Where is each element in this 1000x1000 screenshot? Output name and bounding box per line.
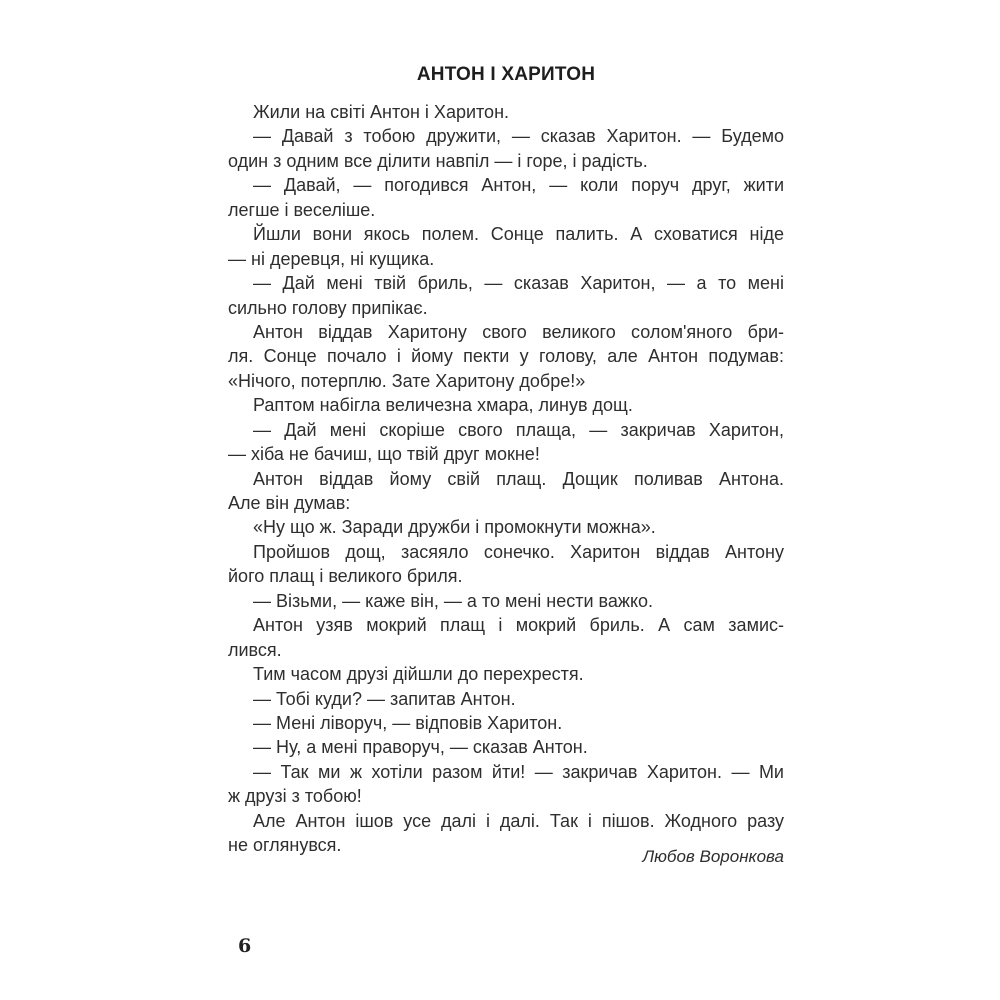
text-line: ж друзі з тобою! — [228, 786, 362, 807]
text-line: лився. — [228, 639, 282, 660]
text-line: — Мені ліворуч, — відповів Харитон. — [253, 712, 563, 733]
story-text — [228, 100, 784, 858]
text-line: — Давай з тобою дружити, — сказав Харитон. — Будемо — [253, 126, 784, 147]
text-line: — Дай мені скоріше свого плаща, — закричав Харитон, — [253, 419, 784, 440]
text-line: Антон віддав йому свій плащ. Дощик поливав Антона. — [253, 468, 784, 489]
text-line: Йшли вони якось полем. Сонце палить. А сховатися ніде — [253, 224, 784, 245]
text-line: його плащ і великого бриля. — [228, 566, 463, 587]
text-line: Але Антон ішов усе далі і далі. Так і пішов. Жодного разу — [253, 810, 784, 831]
text-line: Раптом набігла величезна хмара, линув дощ. — [253, 395, 633, 416]
text-line: — Давай, — погодився Антон, — коли поруч друг, жити — [253, 175, 784, 196]
text-line: Але він думав: — [228, 493, 351, 513]
text-line: — Дай мені твій бриль, — сказав Харитон, — а то мені — [253, 273, 784, 294]
text-line: — Тобі куди? — запитав Антон. — [253, 688, 516, 709]
text-line: легше і веселіше. — [228, 199, 376, 220]
text-line: Пройшов дощ, засяяло сонечко. Харитон віддав Антону — [253, 541, 784, 562]
text-line: — Візьми, — каже він, — а то мені нести важко. — [253, 590, 654, 611]
text-line: — Так ми ж хотіли разом йти! — закричав Харитон. — Ми — [253, 761, 784, 782]
story-title: АНТОН І ХАРИТОН — [416, 64, 596, 85]
text-line: — Ну, а мені праворуч, — сказав Антон. — [253, 737, 588, 758]
text-line: «Нічого, потерплю. Зате Харитону добре!» — [228, 370, 586, 391]
text-line: сильно голову припікає. — [228, 297, 428, 318]
text-line: Антон узяв мокрий плащ і мокрий бриль. А сам замис- — [253, 615, 784, 636]
text-line: ля. Сонце почало і йому пекти у голову, але Антон подумав: — [228, 346, 784, 367]
author-signature: Любов Воронкова — [642, 847, 784, 866]
text-line: — хіба не бачиш, що твій друг мокне! — [228, 444, 540, 465]
page-number: 6 — [238, 935, 252, 957]
text-line: не оглянувся. — [228, 835, 342, 856]
text-line: «Ну що ж. Заради дружби і промокнути можна». — [253, 517, 656, 538]
text-line: Тим часом друзі дійшли до перехрестя. — [253, 664, 584, 685]
text-line: один з одним все ділити навпіл — і горе, і радість. — [228, 150, 648, 171]
text-line: — ні деревця, ні кущика. — [228, 248, 435, 269]
text-line: Жили на світі Антон і Харитон. — [253, 102, 510, 122]
text-line: Антон віддав Харитону свого великого солом'яного бри- — [253, 321, 784, 342]
